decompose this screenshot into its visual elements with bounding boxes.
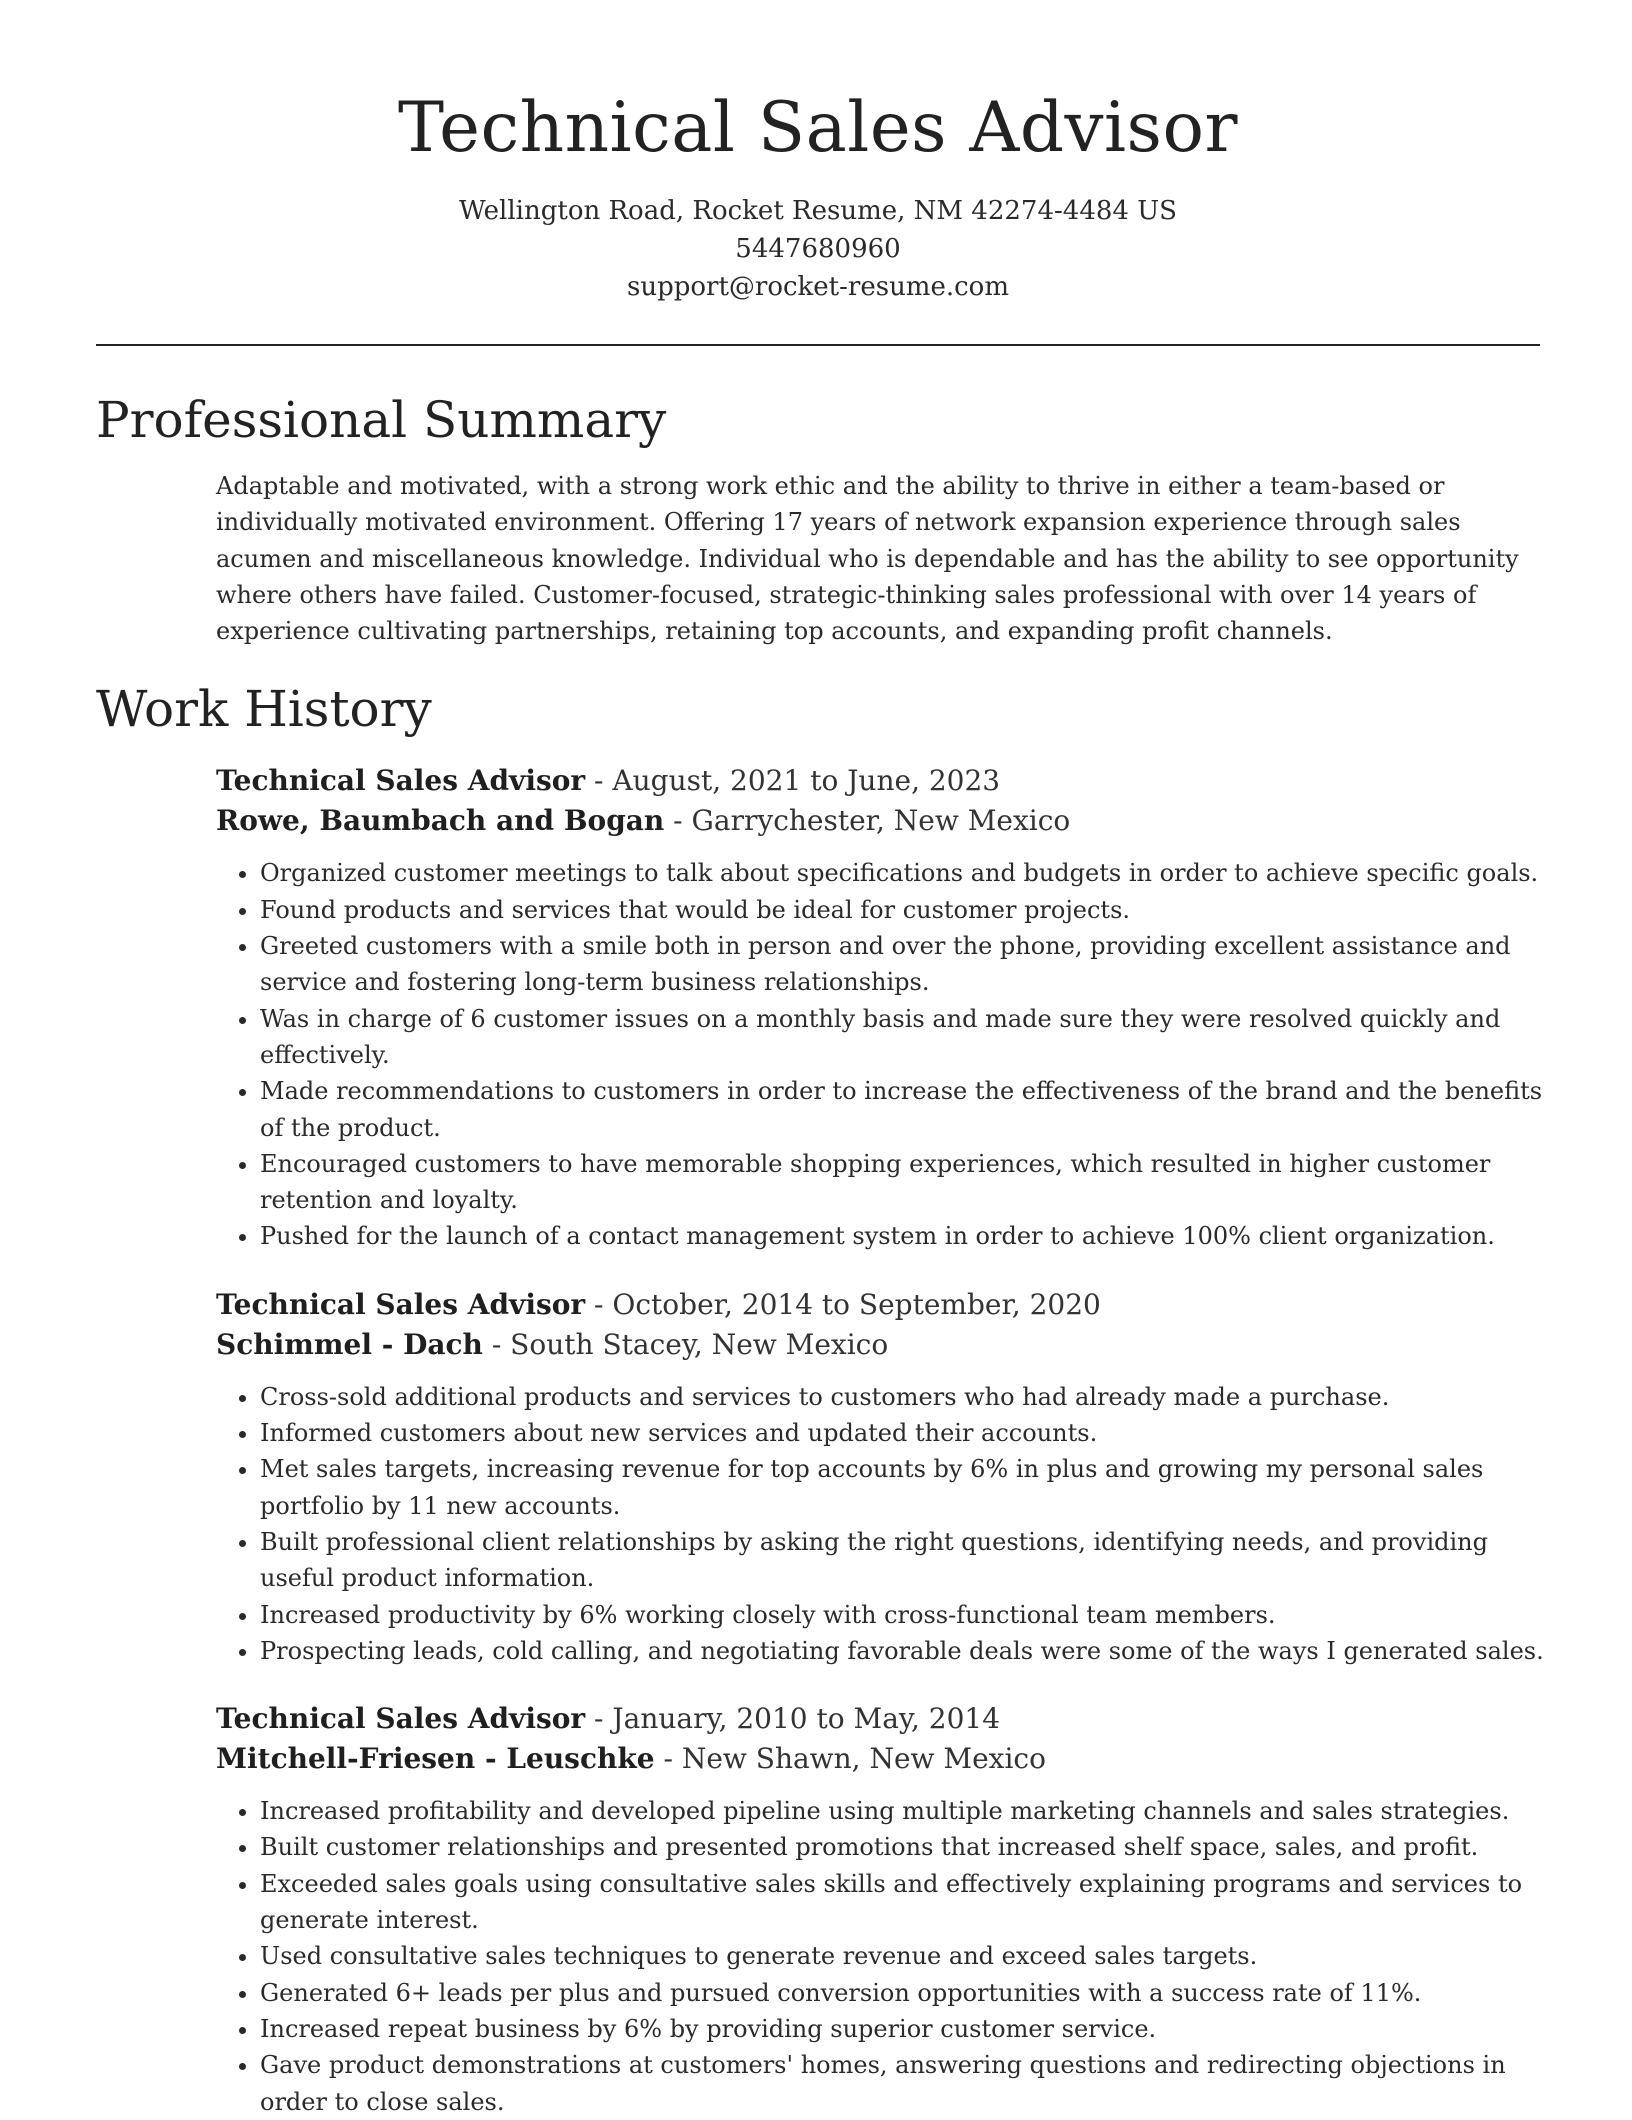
- list-item: • Increased profitability and developed pipeline using multiple marketing channels and sales strategies.: [260, 1793, 1550, 1829]
- job-title-line: [216, 1285, 1540, 1325]
- summary-text: Adaptable and motivated, with a strong work ethic and the ability to thrive in either a team-based or individually motivated environment. Offering 17 years of network expansion experience through sales acumen and miscellaneous knowledge. Individual who is dependable and has the ability to see opportunity where others have failed. Customer-focused, strategic-thinking sales professional with over 14 years of experience cultivating partnerships, retaining top accounts, and expanding profit channels.: [216, 472, 1519, 646]
- job-dates: - January, 2010 to May, 2014: [585, 1702, 1001, 1736]
- contact-phone: 5447680960: [735, 234, 901, 264]
- list-item: • Cross-sold additional products and services to customers who had already made a purchase.: [260, 1379, 1550, 1415]
- list-item: • Generated 6+ leads per plus and pursued conversion opportunities with a success rate of 11%.: [260, 1975, 1550, 2011]
- job-entry: [216, 1699, 1540, 2120]
- job-bullets: [216, 1379, 1550, 1669]
- resume-page: [96, 0, 1544, 2120]
- list-item: • Prospecting leads, cold calling, and negotiating favorable deals were some of the ways I generated sales.: [260, 1633, 1550, 1669]
- job-location: - New Shawn, New Mexico: [654, 1742, 1046, 1776]
- section-title-summary: Professional Summary: [96, 391, 667, 449]
- list-item: • Pushed for the launch of a contact management system in order to achieve 100% client organization.: [260, 1218, 1550, 1254]
- job-title-line: [216, 1699, 1540, 1739]
- list-item: • Built professional client relationships by asking the right questions, identifying needs, and providing useful product information.: [260, 1524, 1550, 1597]
- list-item: • Encouraged customers to have memorable shopping experiences, which resulted in higher customer retention and loyalty.: [260, 1146, 1550, 1219]
- job-role: Technical Sales Advisor: [216, 764, 586, 798]
- section-title-work: Work History: [96, 680, 432, 739]
- job-dates: - August, 2021 to June, 2023: [585, 764, 1001, 798]
- list-item: • Increased repeat business by 6% by providing superior customer service.: [260, 2011, 1550, 2047]
- work-history-section: [96, 677, 1544, 2119]
- job-location: - South Stacey, New Mexico: [482, 1327, 889, 1361]
- job-bullets: [216, 1793, 1550, 2120]
- job-entry: [216, 761, 1543, 1254]
- list-item: • Made recommendations to customers in order to increase the effectiveness of the brand and the benefits of the product.: [260, 1073, 1550, 1146]
- job-location: - Garrychester, New Mexico: [664, 804, 1071, 838]
- job-company-line: [216, 1739, 1540, 1779]
- job-title-line: [216, 761, 1540, 801]
- candidate-name: Technical Sales Advisor: [397, 88, 1238, 168]
- job-role: Technical Sales Advisor: [216, 1702, 586, 1736]
- list-item: • Built customer relationships and presented promotions that increased shelf space, sales, and profit.: [260, 1829, 1550, 1865]
- job-company-line: [216, 801, 1540, 841]
- list-item: • Found products and services that would be ideal for customer projects.: [260, 892, 1550, 928]
- job-entry: [216, 1285, 1544, 1669]
- job-company: Schimmel - Dach: [216, 1327, 483, 1361]
- list-item: • Increased productivity by 6% working closely with cross-functional team members.: [260, 1597, 1550, 1633]
- list-item: • Greeted customers with a smile both in person and over the phone, providing excellent assistance and service and fostering long-term business relationships.: [260, 928, 1550, 1001]
- job-dates: - October, 2014 to September, 2020: [585, 1287, 1101, 1321]
- job-role: Technical Sales Advisor: [216, 1287, 586, 1321]
- list-item: • Informed customers about new services and updated their accounts.: [260, 1415, 1550, 1451]
- resume-header: [96, 0, 1540, 306]
- list-item: • Gave product demonstrations at customers' homes, answering questions and redirecting objections in order to close sales.: [260, 2047, 1550, 2120]
- contact-info: [96, 192, 1540, 306]
- list-item: • Was in charge of 6 customer issues on a monthly basis and made sure they were resolved quickly and effectively.: [260, 1001, 1550, 1074]
- job-company: Mitchell-Friesen - Leuschke: [216, 1742, 655, 1776]
- job-company: Rowe, Baumbach and Bogan: [216, 804, 665, 838]
- contact-email: support@rocket-resume.com: [626, 272, 1009, 302]
- job-company-line: [216, 1325, 1540, 1365]
- job-bullets: [216, 855, 1550, 1254]
- header-divider: [96, 344, 1540, 346]
- list-item: • Met sales targets, increasing revenue for top accounts by 6% in plus and growing my personal sales portfolio by 11 new accounts.: [260, 1451, 1550, 1524]
- contact-address: Wellington Road, Rocket Resume, NM 42274-4484 US: [459, 196, 1177, 226]
- list-item: • Organized customer meetings to talk about specifications and budgets in order to achieve specific goals.: [260, 855, 1550, 891]
- professional-summary-section: [96, 388, 1540, 649]
- list-item: • Used consultative sales techniques to generate revenue and exceed sales targets.: [260, 1938, 1550, 1974]
- list-item: • Exceeded sales goals using consultative sales skills and effectively explaining programs and services to generate interest.: [260, 1866, 1550, 1939]
